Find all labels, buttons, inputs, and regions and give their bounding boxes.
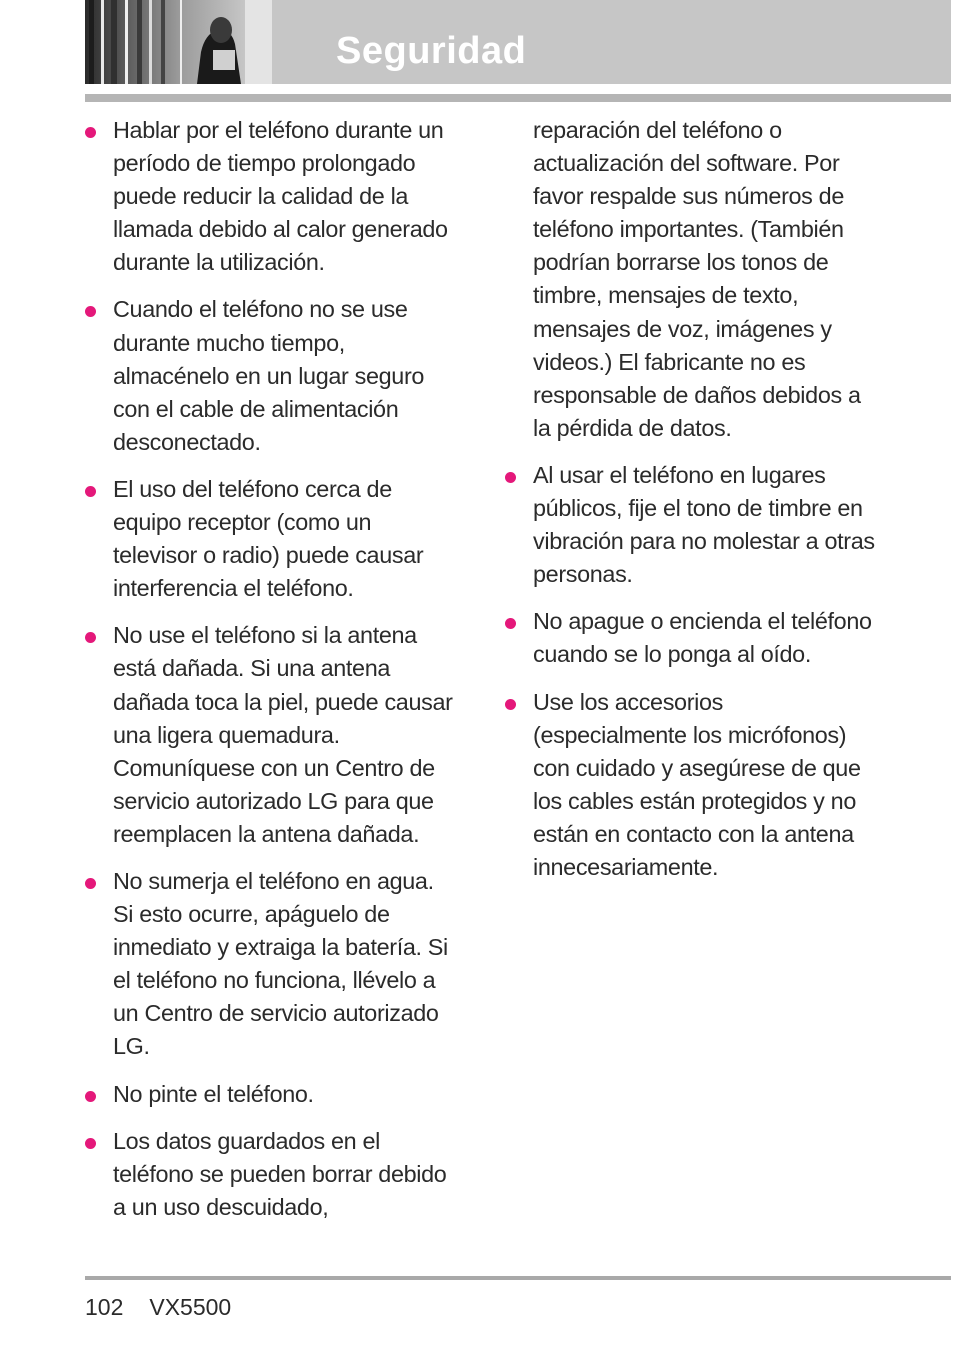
bullet-icon [85, 632, 96, 643]
list-item-text: Cuando el teléfono no se use durante mucho tiempo, almacénelo en un lugar seguro con el cable de alimentación desconectado. [113, 296, 425, 455]
header-rule [85, 94, 951, 102]
continued-paragraph: reparación del teléfono o actualización del software. Por favor respalde sus números de teléfono importantes. (También podrían borrarse los tonos de timbre, mensajes de texto, mensajes de voz, imágenes y videos.) El fabricante no es responsable de daños debidos a la pérdida de datos. [533, 117, 861, 441]
bullet-icon [85, 127, 96, 138]
bullet-icon [85, 1091, 96, 1102]
list-item-text: Los datos guardados en el teléfono se pueden borrar debido a un uso descuidado, [113, 1127, 447, 1220]
list-item-text: El uso del teléfono cerca de equipo receptor (como un televisor o radio) puede causar interferencia el teléfono. [113, 475, 424, 602]
bullet-icon [85, 1138, 96, 1149]
bullet-icon [85, 878, 96, 889]
list-item-text: Al usar el teléfono en lugares públicos, fije el tono de timbre en vibración para no molestar a otras personas. [533, 461, 875, 588]
list-item [504, 605, 876, 671]
list-item-text: No apague o encienda el teléfono cuando se lo ponga al oído. [533, 608, 872, 668]
list-item [84, 293, 456, 458]
bullet-icon [505, 472, 516, 483]
model-name: VX5500 [149, 1294, 232, 1320]
bullet-icon [505, 699, 516, 710]
list-item [84, 865, 456, 1064]
list-item [84, 114, 456, 279]
list-item-text: Use los accesorios (especialmente los micrófonos) con cuidado y asegúrese de que los cables están protegidos y no están en contacto con la antena innecesariamente. [533, 688, 861, 880]
list-item-text: No sumerja el teléfono en agua. Si esto ocurre, apáguelo de inmediato y extraiga la batería. Si el teléfono no funciona, llévelo a un Centro de servicio autorizado LG. [113, 867, 448, 1060]
list-item [84, 473, 456, 605]
page-number: 102 [85, 1294, 124, 1320]
header-photo [85, 0, 272, 84]
left-column [84, 114, 456, 1238]
list-item [84, 1078, 456, 1111]
list-item-text: No pinte el teléfono. [113, 1080, 314, 1107]
bullet-icon [505, 618, 516, 629]
list-item [84, 619, 456, 851]
list-item-text: Hablar por el teléfono durante un período de tiempo prolongado puede reducir la calidad de la llamada debido al calor generado durante la utilización. [113, 117, 448, 276]
list-item-text: No use el teléfono si la antena está dañada. Si una antena dañada toca la piel, puede causar una ligera quemadura. Comuníquese con un Centro de servicio autorizado LG para que reemplacen la antena dañada. [113, 622, 453, 847]
left-bullet-list [84, 114, 456, 1224]
bullet-icon [85, 306, 96, 317]
page-title: Seguridad [336, 30, 527, 72]
right-column [504, 114, 876, 898]
footer-rule [85, 1276, 951, 1280]
list-item [504, 459, 876, 591]
list-item [84, 1125, 456, 1224]
page-footer [85, 1294, 257, 1321]
bullet-icon [85, 486, 96, 497]
right-bullet-list [504, 459, 876, 884]
list-item [504, 686, 876, 885]
